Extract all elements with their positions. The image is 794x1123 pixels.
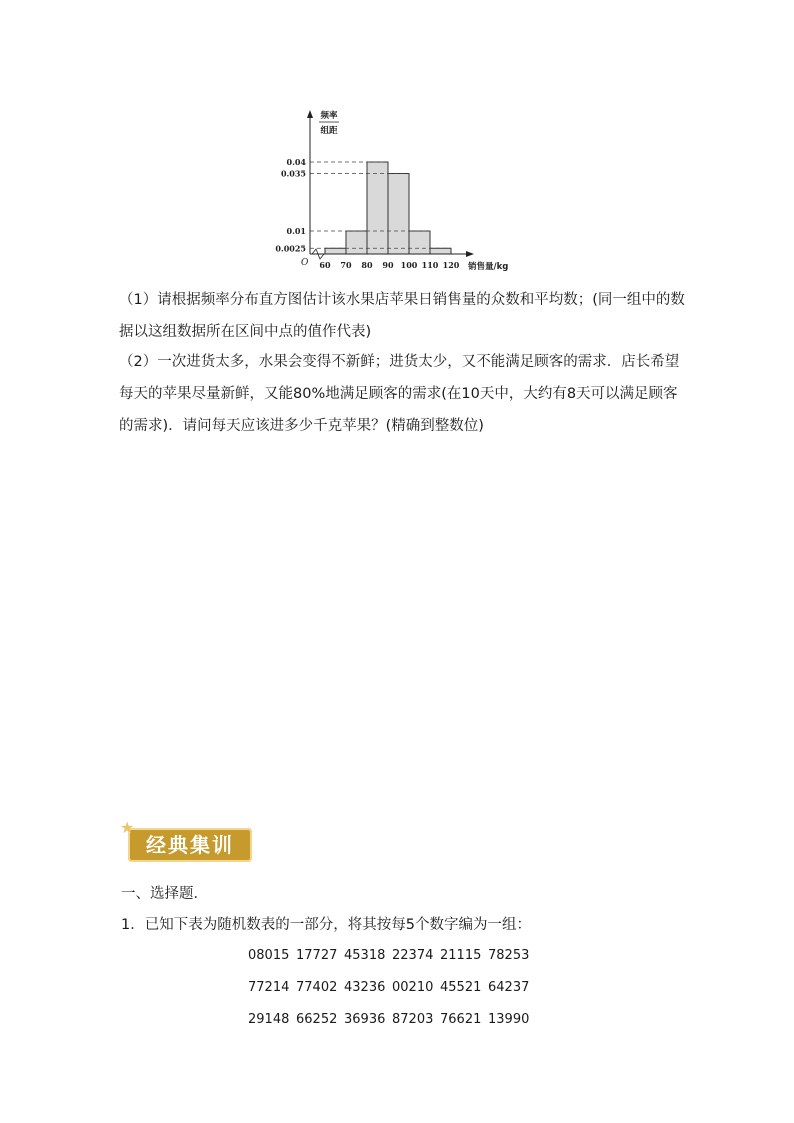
y-tick-label: 0.035: [280, 168, 306, 179]
banner-title: 经典集训: [146, 833, 234, 857]
x-tick-label: 60: [319, 260, 331, 270]
x-tick-label: 70: [340, 260, 352, 270]
random-number-cell: 76621: [440, 1012, 482, 1027]
section-banner: [120, 818, 256, 866]
x-axis-arrow: [466, 251, 474, 257]
table-row: [248, 940, 548, 972]
random-number-table: [248, 940, 548, 1036]
histogram-bar: [325, 248, 346, 254]
y-axis-arrow: [307, 110, 313, 118]
random-number-cell: 87203: [392, 1012, 434, 1027]
random-number-cell: 66252: [296, 1012, 338, 1027]
random-number-cell: 64237: [488, 980, 530, 995]
table-row: [248, 972, 548, 1004]
random-number-cell: 17727: [296, 948, 338, 963]
random-number-cell: 21115: [440, 948, 482, 963]
histogram-bar: [409, 231, 430, 254]
random-number-cell: 77214: [248, 980, 290, 995]
random-number-cell: 00210: [392, 980, 434, 995]
y-tick-label: 0.04: [286, 157, 306, 167]
random-number-cell: 43236: [344, 980, 386, 995]
section-title: 一、选择题．: [121, 886, 208, 902]
histogram-bar: [430, 248, 451, 254]
problem-1: 1．已知下表为随机数表的一部分，将其按每5个数字编为一组：: [121, 917, 531, 933]
frequency-histogram: [270, 100, 530, 280]
star-icon: ★: [120, 818, 135, 837]
histogram-bar: [388, 174, 409, 255]
y-tick-label: 0.0025: [275, 243, 306, 254]
random-number-cell: 29148: [248, 1012, 290, 1027]
random-number-cell: 13990: [488, 1012, 530, 1027]
histogram-bar: [367, 162, 388, 254]
x-tick-label: 110: [421, 260, 439, 270]
question-2: （2）一次进货太多，水果会变得不新鲜；进货太少，又不能满足顾客的需求．店长希望每天的苹果尽量新鲜，又能80%地满足顾客的需求(在10天中，大约有8天可以满足顾客的需求)．请问每天应该进多少千克苹果？(精确到整数位): [119, 354, 680, 434]
y-axis-label-bottom: 组距: [320, 126, 338, 136]
question-1: （1）请根据频率分布直方图估计该水果店苹果日销售量的众数和平均数；(同一组中的数据以这组数据所在区间中点的值作代表): [119, 292, 685, 340]
y-axis-label-top: 频率: [320, 111, 338, 121]
random-number-cell: 45318: [344, 948, 386, 963]
x-tick-label: 100: [400, 260, 418, 270]
random-number-cell: 22374: [392, 948, 434, 963]
origin-label: O: [301, 258, 309, 268]
x-tick-label: 80: [361, 260, 373, 270]
x-axis-label: 销售量/kg: [468, 262, 509, 272]
random-number-cell: 36936: [344, 1012, 386, 1027]
random-number-cell: 78253: [488, 948, 530, 963]
table-row: [248, 1004, 548, 1036]
histogram-bar: [346, 231, 367, 254]
x-tick-label: 90: [382, 260, 394, 270]
random-number-cell: 45521: [440, 980, 482, 995]
random-number-cell: 08015: [248, 948, 290, 963]
y-tick-label: 0.01: [286, 226, 306, 236]
random-number-cell: 77402: [296, 980, 338, 995]
x-tick-label: 120: [442, 260, 460, 270]
